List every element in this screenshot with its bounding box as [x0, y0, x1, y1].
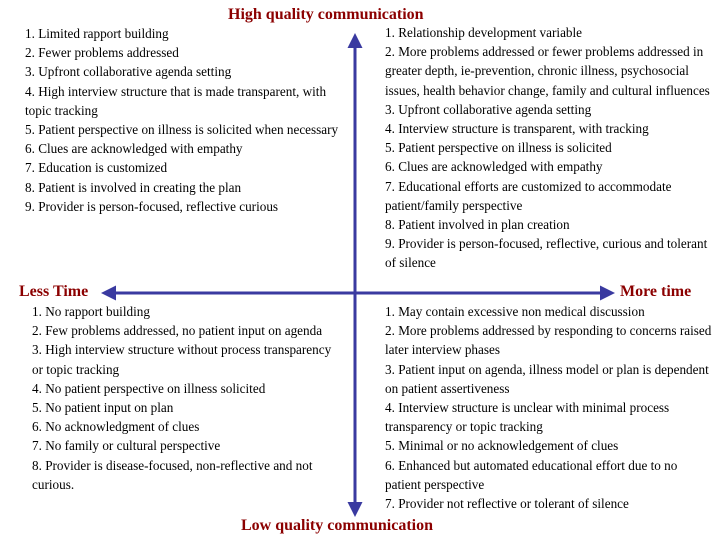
list-item: 1. Relationship development variable: [385, 25, 583, 40]
list-item: 6. Clues are acknowledged with empathy: [385, 159, 603, 175]
list-item: 4. No patient perspective on illness solicited: [32, 380, 266, 396]
list-item: 4. Interview structure is unclear with minimal process transparency or topic tracking: [385, 400, 670, 435]
list-item: 5. No patient input on plan: [32, 400, 174, 416]
list-item: 7. Educational efforts are customized to accommodate patient/family perspective: [385, 178, 672, 213]
list-item: 9. Provider is person-focused, reflective, curious and tolerant of silence: [385, 236, 708, 271]
list-item: 4. High interview structure that is made transparent, with topic tracking: [25, 83, 327, 118]
list-item: 8. Patient is involved in creating the plan: [25, 179, 242, 195]
list-item: 2. Few problems addressed, no patient input on agenda: [32, 323, 323, 339]
list-item: 9. Provider is person-focused, reflective curious: [25, 198, 279, 214]
list-item: 5. Patient perspective on illness is solicited: [385, 140, 612, 156]
axis-label-right: More time: [620, 283, 692, 300]
list-item: 1. No rapport building: [32, 304, 150, 319]
list-item: 3. Upfront collaborative agenda setting: [385, 101, 592, 117]
list-item: 3. Patient input on agenda, illness model or plan is dependent on patient assertiveness: [385, 361, 709, 396]
list-item: 2. Fewer problems addressed: [25, 45, 179, 61]
axis-label-bottom: Low quality communication: [241, 517, 434, 534]
list-item: 7. Education is customized: [25, 160, 168, 176]
axis-label-top: High quality communication: [228, 6, 424, 23]
list-item: 5. Minimal or no acknowledgement of clues: [385, 438, 619, 454]
list-item: 1. May contain excessive non medical discussion: [385, 304, 645, 319]
list-item: 2. More problems addressed or fewer problems addressed in greater depth, ie-prevention, chronic illness, psychosocial issues, health behavior change, family and cultural influences: [385, 44, 710, 98]
quadrant-bottom-right: [385, 302, 715, 513]
list-item: 8. Provider is disease-focused, non-reflective and not curious.: [32, 457, 313, 492]
quadrant-top-right: [385, 23, 715, 273]
list-item: 7. Provider not reflective or tolerant of silence: [385, 496, 629, 512]
list-item: 7. No family or cultural perspective: [32, 438, 221, 454]
list-item: 3. Upfront collaborative agenda setting: [25, 64, 232, 80]
list-item: 3. High interview structure without process transparency or topic tracking: [32, 342, 332, 377]
list-item: 6. Enhanced but automated educational effort due to no patient perspective: [385, 457, 678, 492]
list-item: 4. Interview structure is transparent, with tracking: [385, 121, 649, 137]
list-item: 6. No acknowledgment of clues: [32, 419, 200, 435]
axis-label-left: Less Time: [19, 283, 89, 300]
list-item: 6. Clues are acknowledged with empathy: [25, 141, 243, 157]
list-item: 8. Patient involved in plan creation: [385, 217, 570, 233]
list-item: 2. More problems addressed by responding to concerns raised later interview phases: [385, 323, 712, 358]
quadrant-top-left: [25, 24, 347, 216]
list-item: 5. Patient perspective on illness is solicited when necessary: [25, 122, 339, 138]
list-item: 1. Limited rapport building: [25, 26, 169, 41]
quadrant-bottom-left: [32, 302, 344, 494]
